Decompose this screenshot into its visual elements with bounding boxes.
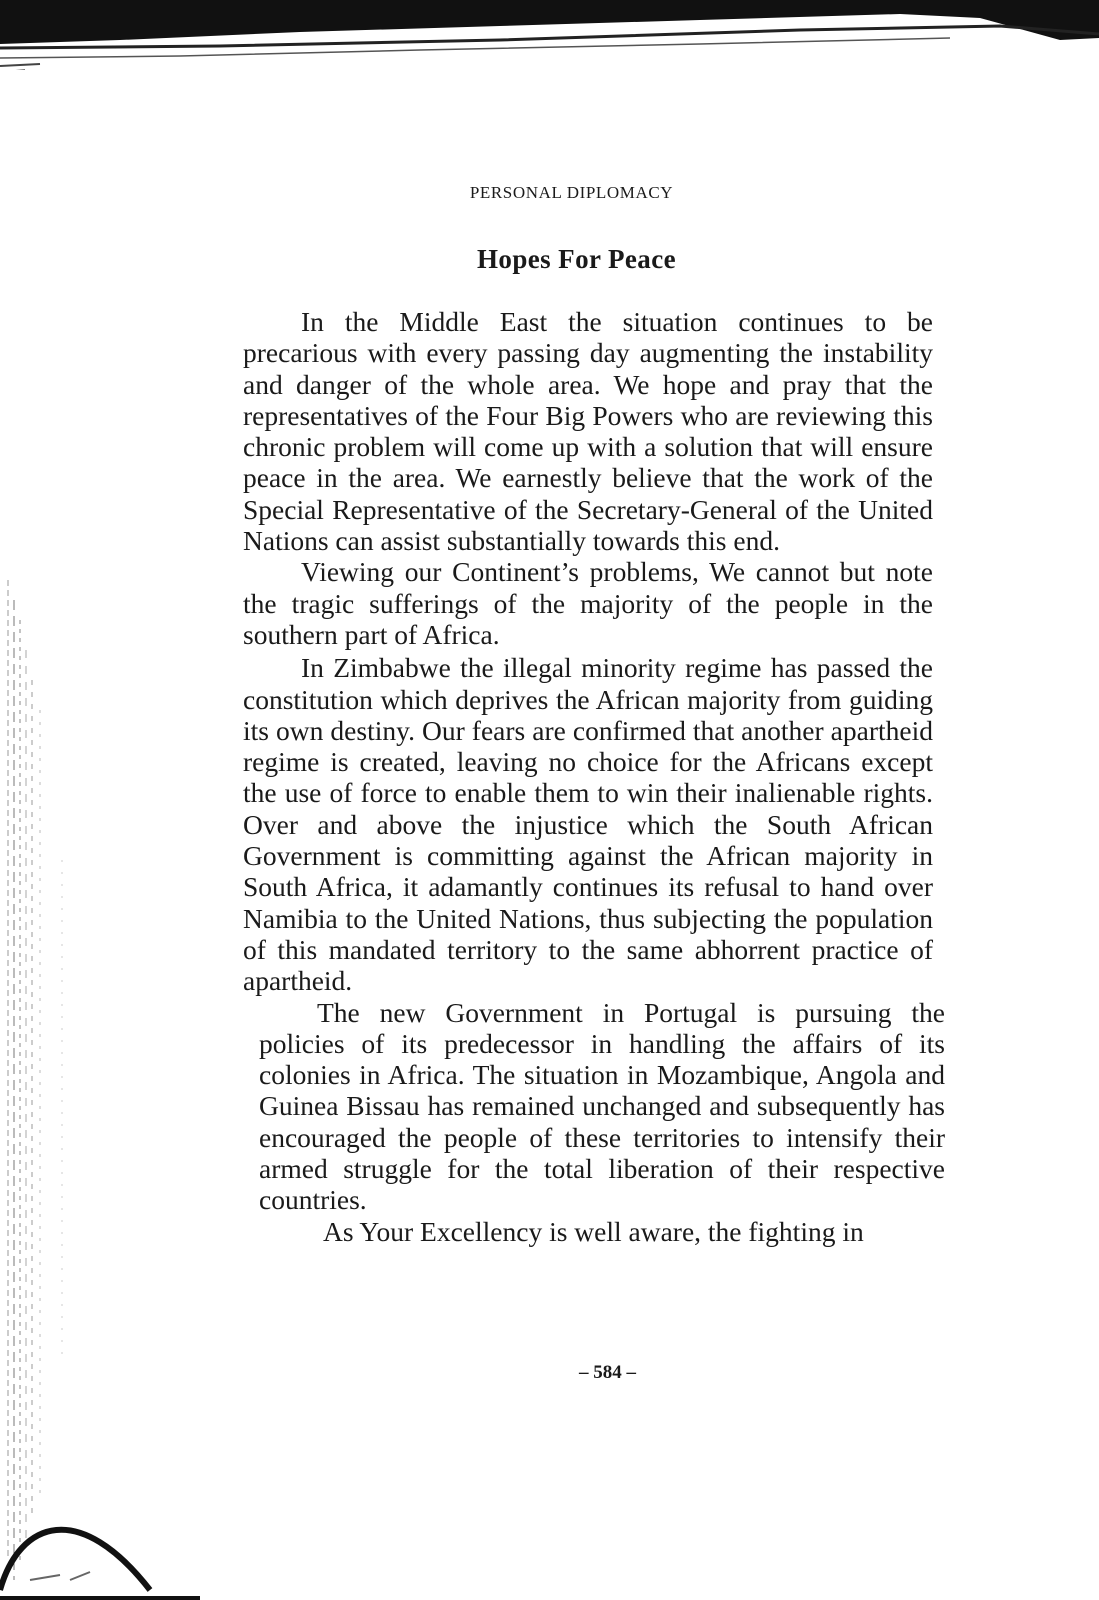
binding-shadow-top [0, 0, 1099, 70]
paragraph: As Your Excellency is well aware, the fighting in [323, 1215, 864, 1247]
binding-edge-marks [0, 560, 80, 1600]
running-head: PERSONAL DIPLOMACY [469, 183, 674, 202]
page-number: – 584 – [579, 1362, 636, 1383]
paragraph: In the Middle East the situation continues to be precarious with every passing day augmenting the instability and danger of the whole area. We hope and pray that the representatives of the Four Big Powers who are reviewing this chronic problem will come up with a solution that will ensure peace in the area. We earnestly believe that the work of the Special Representative of the Secretary-General of the United Nations can assist substantially towards this end. [243, 306, 933, 557]
page-corner-curl [0, 1480, 200, 1600]
body-text [243, 306, 945, 1247]
section-title: Hopes For Peace [477, 244, 676, 274]
paragraph: In Zimbabwe the illegal minority regime has passed the constitution which deprives the African majority from guiding its own destiny. Our fears are confirmed that another apartheid regime is created, leaving no choice for the Africans except the use of force to enable them to win their inalienable rights. Over and above the injustice which the South African Government is committing against the African majority in South Africa, it adamantly continues its refusal to hand over Namibia to the United Nations, thus subjecting the population of this mandated territory to the same abhorrent practice of apartheid. [243, 652, 933, 997]
paragraph: The new Government in Portugal is pursuing the policies of its predecessor in handling the affairs of its colonies in Africa. The situation in Mozambique, Angola and Guinea Bissau has remained unchanged and subsequently has encouraged the people of these territories to intensify their armed struggle for the total liberation of their respective countries. [259, 996, 945, 1216]
paragraph: Viewing our Continent’s problems, We cannot but note the tragic sufferings of the majority of the people in the southern part of Africa. [243, 556, 933, 650]
